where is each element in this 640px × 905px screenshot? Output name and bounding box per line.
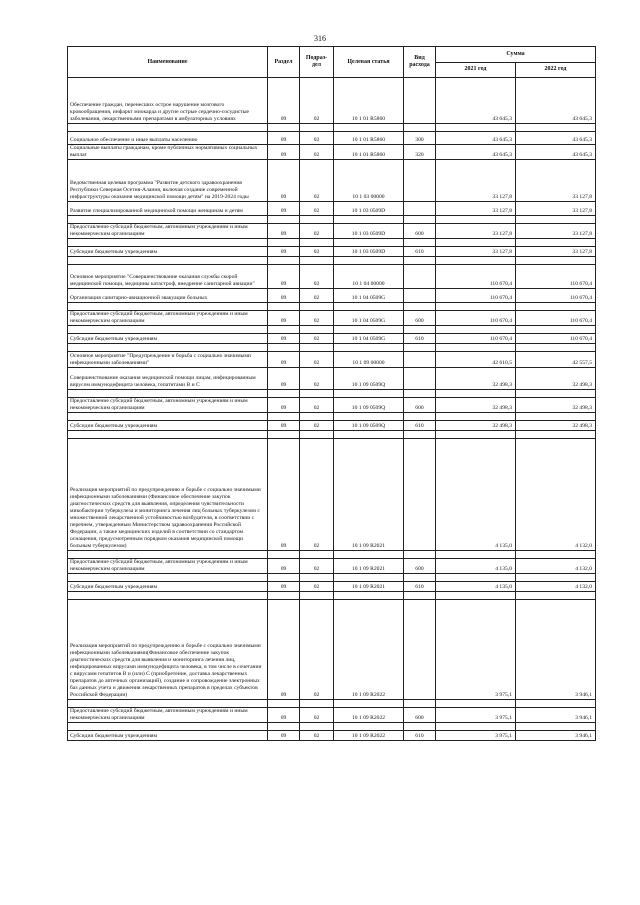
spacer-cell bbox=[404, 257, 436, 265]
spacer-cell bbox=[334, 723, 404, 731]
spacer-cell bbox=[404, 124, 436, 132]
spacer-cell bbox=[436, 124, 516, 132]
cell-section: 09 bbox=[268, 600, 300, 700]
cell-target: 10 1 03 0509D bbox=[334, 202, 404, 216]
spacer-row bbox=[68, 431, 596, 439]
cell-subsection: 02 bbox=[300, 334, 334, 344]
cell-section: 09 bbox=[268, 559, 300, 574]
spacer-cell bbox=[404, 326, 436, 334]
table-row bbox=[68, 439, 596, 551]
spacer-cell bbox=[300, 723, 334, 731]
spacer-cell bbox=[404, 344, 436, 352]
cell-name: Социальное обеспечение и иные выплаты населению bbox=[68, 132, 268, 145]
spacer-cell bbox=[516, 390, 596, 398]
spacer-cell bbox=[68, 700, 268, 708]
spacer-cell bbox=[436, 344, 516, 352]
cell-target: 10 1 09 R2022 bbox=[334, 600, 404, 700]
spacer-cell bbox=[436, 303, 516, 311]
cell-section: 09 bbox=[268, 247, 300, 257]
cell-2022: 32 498,3 bbox=[516, 398, 596, 413]
spacer-cell bbox=[300, 551, 334, 559]
cell-2021: 3 975,1 bbox=[436, 731, 516, 741]
spacer-cell bbox=[68, 216, 268, 224]
cell-2022: 42 557,5 bbox=[516, 352, 596, 368]
spacer-cell bbox=[404, 723, 436, 731]
cell-expense-type: 600 bbox=[404, 224, 436, 239]
spacer-cell bbox=[268, 344, 300, 352]
cell-name: Предоставление субсидий бюджетным, автономным учреждениям и иным некоммерческим организациям bbox=[68, 708, 268, 723]
spacer-cell bbox=[334, 413, 404, 421]
cell-2022: 110 670,4 bbox=[516, 334, 596, 344]
table-row bbox=[68, 78, 596, 124]
cell-subsection: 02 bbox=[300, 311, 334, 326]
table-row bbox=[68, 582, 596, 592]
spacer-cell bbox=[404, 303, 436, 311]
cell-2022: 43 645,3 bbox=[516, 78, 596, 124]
spacer-cell bbox=[268, 574, 300, 582]
cell-section: 09 bbox=[268, 398, 300, 413]
spacer-cell bbox=[300, 124, 334, 132]
spacer-cell bbox=[404, 551, 436, 559]
cell-subsection: 02 bbox=[300, 78, 334, 124]
cell-2021: 3 975,1 bbox=[436, 708, 516, 723]
spacer-cell bbox=[516, 723, 596, 731]
cell-subsection: 02 bbox=[300, 421, 334, 431]
spacer-cell bbox=[68, 723, 268, 731]
header-2021: 2021 год bbox=[436, 62, 516, 78]
cell-section: 09 bbox=[268, 708, 300, 723]
header-2022: 2022 год bbox=[516, 62, 596, 78]
cell-subsection: 02 bbox=[300, 265, 334, 289]
cell-target: 10 1 09 0509Q bbox=[334, 421, 404, 431]
cell-expense-type: 300 bbox=[404, 132, 436, 145]
spacer-cell bbox=[68, 326, 268, 334]
cell-subsection: 02 bbox=[300, 708, 334, 723]
cell-section: 09 bbox=[268, 160, 300, 202]
spacer-cell bbox=[516, 574, 596, 582]
cell-name: Субсидии бюджетным учреждениям bbox=[68, 247, 268, 257]
cell-name: Предоставление субсидий бюджетным, автономным учреждениям и иным некоммерческим организациям bbox=[68, 398, 268, 413]
cell-expense-type bbox=[404, 352, 436, 368]
cell-section: 09 bbox=[268, 334, 300, 344]
cell-name: Обеспечение граждан, перенесших острое нарушение мозгового кровообращения, инфаркт миокарда и другие острые сердечно-сосудистые заболевания, лекарственными препаратами в амбулаторных условиях bbox=[68, 78, 268, 124]
table-row bbox=[68, 265, 596, 289]
spacer-row bbox=[68, 700, 596, 708]
spacer-cell bbox=[516, 216, 596, 224]
cell-target: 10 1 03 00000 bbox=[334, 160, 404, 202]
cell-expense-type bbox=[404, 439, 436, 551]
cell-subsection: 02 bbox=[300, 224, 334, 239]
cell-expense-type: 610 bbox=[404, 247, 436, 257]
cell-2021: 32 498,3 bbox=[436, 398, 516, 413]
cell-name: Развитие специализированной медицинской помощи женщинам и детям bbox=[68, 202, 268, 216]
cell-subsection: 02 bbox=[300, 247, 334, 257]
spacer-cell bbox=[334, 124, 404, 132]
cell-target: 10 1 09 R2021 bbox=[334, 582, 404, 592]
header-expense-type: Вид расхода bbox=[404, 47, 436, 78]
cell-target: 10 1 04 0509G bbox=[334, 289, 404, 303]
spacer-cell bbox=[516, 592, 596, 600]
spacer-row bbox=[68, 574, 596, 582]
cell-target: 10 1 04 0509G bbox=[334, 334, 404, 344]
table-row bbox=[68, 224, 596, 239]
spacer-cell bbox=[516, 303, 596, 311]
spacer-cell bbox=[300, 239, 334, 247]
spacer-cell bbox=[516, 124, 596, 132]
spacer-cell bbox=[436, 574, 516, 582]
header-sum: Сумма bbox=[436, 47, 596, 63]
cell-expense-type: 610 bbox=[404, 731, 436, 741]
cell-name: Социальные выплаты гражданам, кроме публичных нормативных социальных выплат bbox=[68, 145, 268, 160]
cell-section: 09 bbox=[268, 368, 300, 390]
spacer-cell bbox=[300, 413, 334, 421]
cell-expense-type bbox=[404, 160, 436, 202]
cell-section: 09 bbox=[268, 731, 300, 741]
cell-2021: 110 670,4 bbox=[436, 334, 516, 344]
cell-section: 09 bbox=[268, 78, 300, 124]
cell-target: 10 1 09 R2022 bbox=[334, 731, 404, 741]
cell-2021: 3 975,1 bbox=[436, 600, 516, 700]
spacer-cell bbox=[268, 390, 300, 398]
cell-name: Ведомственная целевая программа "Развитие детского здравоохранения Республики Северная Осетия-Алания, включая создание современной инфраструктуры оказания медицинской помощи детям" на 2019-2024 годы bbox=[68, 160, 268, 202]
cell-2022: 4 132,0 bbox=[516, 439, 596, 551]
cell-name: Субсидии бюджетным учреждениям bbox=[68, 582, 268, 592]
spacer-cell bbox=[516, 239, 596, 247]
cell-subsection: 02 bbox=[300, 352, 334, 368]
cell-2022: 110 670,4 bbox=[516, 311, 596, 326]
cell-name: Реализация мероприятий по предупреждению и борьбе с социально значимыми инфекционными заболеваниями(Финансовое обеспечение закупок диагностических средств для выявления и мониторинга лечения лиц, инфицированных вирусами иммунодефицита человека, в том числе в сочетании с вирусами гепатитов B и (или) C (приобретение, доставка лекарственных препаратов до аптечных организаций), создание и сопровождение электронных баз данных учета и движения лекарственных препаратов в пределах субъектов Российской Федерации) bbox=[68, 600, 268, 700]
cell-expense-type bbox=[404, 600, 436, 700]
spacer-cell bbox=[334, 700, 404, 708]
cell-2021: 110 670,4 bbox=[436, 289, 516, 303]
cell-expense-type: 600 bbox=[404, 559, 436, 574]
cell-2021: 32 498,3 bbox=[436, 421, 516, 431]
cell-expense-type: 610 bbox=[404, 334, 436, 344]
spacer-cell bbox=[404, 700, 436, 708]
cell-2022: 32 498,3 bbox=[516, 368, 596, 390]
cell-target: 10 1 04 0509G bbox=[334, 311, 404, 326]
cell-2022: 32 498,3 bbox=[516, 421, 596, 431]
spacer-cell bbox=[334, 326, 404, 334]
table-row bbox=[68, 368, 596, 390]
spacer-cell bbox=[436, 239, 516, 247]
spacer-cell bbox=[516, 344, 596, 352]
spacer-row bbox=[68, 723, 596, 731]
cell-subsection: 02 bbox=[300, 582, 334, 592]
cell-expense-type bbox=[404, 289, 436, 303]
spacer-cell bbox=[268, 216, 300, 224]
table-row bbox=[68, 559, 596, 574]
spacer-cell bbox=[268, 124, 300, 132]
spacer-cell bbox=[334, 574, 404, 582]
cell-2021: 43 645,3 bbox=[436, 78, 516, 124]
spacer-cell bbox=[268, 551, 300, 559]
cell-target: 10 1 09 R2022 bbox=[334, 708, 404, 723]
spacer-cell bbox=[436, 551, 516, 559]
spacer-row bbox=[68, 216, 596, 224]
spacer-cell bbox=[334, 257, 404, 265]
cell-section: 09 bbox=[268, 289, 300, 303]
cell-section: 09 bbox=[268, 224, 300, 239]
cell-name: Субсидии бюджетным учреждениям bbox=[68, 421, 268, 431]
cell-2022: 33 127,8 bbox=[516, 247, 596, 257]
cell-expense-type: 320 bbox=[404, 145, 436, 160]
header-subsection: Подраз-дел bbox=[300, 47, 334, 78]
cell-target: 10 1 01 R5860 bbox=[334, 132, 404, 145]
cell-target: 10 1 09 R2021 bbox=[334, 439, 404, 551]
cell-name: Основное мероприятие "Совершенствование оказания службы скорой медицинской помощи, медицины катастроф, внедрение санитарной авиации" bbox=[68, 265, 268, 289]
page-number: 316 bbox=[314, 34, 326, 43]
cell-2021: 33 127,8 bbox=[436, 247, 516, 257]
budget-table bbox=[67, 46, 596, 741]
spacer-cell bbox=[334, 592, 404, 600]
cell-subsection: 02 bbox=[300, 289, 334, 303]
spacer-cell bbox=[516, 326, 596, 334]
spacer-cell bbox=[404, 574, 436, 582]
cell-subsection: 02 bbox=[300, 559, 334, 574]
table-row bbox=[68, 160, 596, 202]
header-target: Целевая статья bbox=[334, 47, 404, 78]
spacer-row bbox=[68, 124, 596, 132]
cell-section: 09 bbox=[268, 582, 300, 592]
table-row bbox=[68, 145, 596, 160]
spacer-cell bbox=[334, 431, 404, 439]
cell-expense-type bbox=[404, 202, 436, 216]
spacer-cell bbox=[516, 431, 596, 439]
spacer-cell bbox=[436, 326, 516, 334]
spacer-cell bbox=[436, 431, 516, 439]
cell-expense-type bbox=[404, 368, 436, 390]
spacer-cell bbox=[68, 574, 268, 582]
spacer-cell bbox=[300, 344, 334, 352]
cell-2021: 33 127,8 bbox=[436, 160, 516, 202]
cell-target: 10 1 01 R5860 bbox=[334, 145, 404, 160]
spacer-cell bbox=[300, 326, 334, 334]
cell-2022: 3 946,1 bbox=[516, 731, 596, 741]
cell-2021: 43 645,3 bbox=[436, 132, 516, 145]
spacer-cell bbox=[268, 303, 300, 311]
spacer-cell bbox=[268, 326, 300, 334]
cell-subsection: 02 bbox=[300, 368, 334, 390]
spacer-cell bbox=[268, 239, 300, 247]
cell-2021: 110 670,4 bbox=[436, 311, 516, 326]
cell-2022: 110 670,4 bbox=[516, 265, 596, 289]
table-row bbox=[68, 132, 596, 145]
spacer-cell bbox=[436, 390, 516, 398]
cell-subsection: 02 bbox=[300, 145, 334, 160]
spacer-cell bbox=[404, 431, 436, 439]
cell-target: 10 1 09 0509Q bbox=[334, 398, 404, 413]
cell-2022: 3 946,1 bbox=[516, 708, 596, 723]
spacer-cell bbox=[268, 257, 300, 265]
spacer-cell bbox=[436, 723, 516, 731]
cell-expense-type: 610 bbox=[404, 582, 436, 592]
cell-section: 09 bbox=[268, 311, 300, 326]
spacer-cell bbox=[68, 303, 268, 311]
spacer-cell bbox=[68, 592, 268, 600]
spacer-cell bbox=[334, 216, 404, 224]
cell-2022: 4 132,0 bbox=[516, 559, 596, 574]
cell-target: 10 1 03 0509D bbox=[334, 224, 404, 239]
spacer-cell bbox=[404, 239, 436, 247]
cell-2022: 43 645,3 bbox=[516, 145, 596, 160]
spacer-row bbox=[68, 413, 596, 421]
cell-name: Предоставление субсидий бюджетным, автономным учреждениям и иным некоммерческим организациям bbox=[68, 559, 268, 574]
cell-subsection: 02 bbox=[300, 132, 334, 145]
spacer-cell bbox=[268, 700, 300, 708]
cell-section: 09 bbox=[268, 352, 300, 368]
spacer-cell bbox=[334, 344, 404, 352]
cell-subsection: 02 bbox=[300, 600, 334, 700]
spacer-row bbox=[68, 239, 596, 247]
cell-section: 09 bbox=[268, 439, 300, 551]
cell-subsection: 02 bbox=[300, 439, 334, 551]
table-row bbox=[68, 708, 596, 723]
spacer-row bbox=[68, 326, 596, 334]
spacer-cell bbox=[68, 390, 268, 398]
spacer-cell bbox=[68, 344, 268, 352]
spacer-cell bbox=[300, 700, 334, 708]
header-section: Раздел bbox=[268, 47, 300, 78]
cell-2021: 33 127,8 bbox=[436, 224, 516, 239]
spacer-cell bbox=[436, 257, 516, 265]
table-row bbox=[68, 398, 596, 413]
spacer-cell bbox=[300, 592, 334, 600]
cell-name: Субсидии бюджетным учреждениям bbox=[68, 334, 268, 344]
cell-name: Субсидии бюджетным учреждениям bbox=[68, 731, 268, 741]
cell-2022: 4 132,0 bbox=[516, 582, 596, 592]
cell-2022: 110 670,4 bbox=[516, 289, 596, 303]
table-row bbox=[68, 421, 596, 431]
spacer-cell bbox=[68, 124, 268, 132]
cell-2021: 4 135,0 bbox=[436, 559, 516, 574]
spacer-cell bbox=[404, 592, 436, 600]
spacer-cell bbox=[68, 551, 268, 559]
table-body bbox=[68, 78, 596, 741]
cell-target: 10 1 09 00000 bbox=[334, 352, 404, 368]
spacer-row bbox=[68, 551, 596, 559]
spacer-cell bbox=[436, 700, 516, 708]
cell-name: Организация санитарно-авиационной эвакуации больных bbox=[68, 289, 268, 303]
cell-name: Совершенствование оказания медицинской помощи лицам, инфицированным вирусом иммунодефицита человека, гепатитами B и C bbox=[68, 368, 268, 390]
cell-name: Предоставление субсидий бюджетным, автономным учреждениям и иным некоммерческим организациям bbox=[68, 311, 268, 326]
cell-section: 09 bbox=[268, 265, 300, 289]
cell-name: Предоставление субсидий бюджетным, автономным учреждениям и иным некоммерческим организациям bbox=[68, 224, 268, 239]
spacer-cell bbox=[68, 431, 268, 439]
spacer-cell bbox=[516, 257, 596, 265]
spacer-cell bbox=[268, 431, 300, 439]
cell-2022: 3 946,1 bbox=[516, 600, 596, 700]
spacer-row bbox=[68, 257, 596, 265]
cell-2021: 4 135,0 bbox=[436, 582, 516, 592]
cell-target: 10 1 09 0509Q bbox=[334, 368, 404, 390]
spacer-cell bbox=[300, 303, 334, 311]
spacer-cell bbox=[436, 592, 516, 600]
cell-target: 10 1 04 00000 bbox=[334, 265, 404, 289]
cell-name: Реализация мероприятий по предупреждению и борьбе с социально значимыми инфекционными заболеваниями (Финансовое обеспечение закупок диагностических средств для выявления, определения чувствительности микобактерии туберкулеза и мониторинга лечения лиц больных туберкулезом с множественной лекарственной устойчивостью возбудителя, в соответствии с перечнем, утвержденным Министерством здравоохранения Российской Федерации, а также медицинских изделий в соответствии со стандартом оснащения, предусмотренным порядком оказания медицинской помощи больным туберкулезом) bbox=[68, 439, 268, 551]
cell-expense-type: 600 bbox=[404, 311, 436, 326]
spacer-cell bbox=[300, 390, 334, 398]
header-name: Наименование bbox=[68, 47, 268, 78]
cell-expense-type bbox=[404, 265, 436, 289]
cell-expense-type bbox=[404, 78, 436, 124]
cell-2021: 43 645,3 bbox=[436, 145, 516, 160]
spacer-cell bbox=[68, 413, 268, 421]
cell-section: 09 bbox=[268, 421, 300, 431]
spacer-cell bbox=[404, 390, 436, 398]
spacer-row bbox=[68, 390, 596, 398]
cell-2022: 33 127,8 bbox=[516, 202, 596, 216]
cell-expense-type: 600 bbox=[404, 708, 436, 723]
spacer-cell bbox=[404, 413, 436, 421]
cell-2021: 33 127,8 bbox=[436, 202, 516, 216]
spacer-cell bbox=[516, 700, 596, 708]
cell-2021: 4 135,0 bbox=[436, 439, 516, 551]
cell-target: 10 1 03 0509D bbox=[334, 247, 404, 257]
spacer-cell bbox=[334, 551, 404, 559]
cell-target: 10 1 01 R5860 bbox=[334, 78, 404, 124]
cell-2021: 110 670,4 bbox=[436, 265, 516, 289]
cell-expense-type: 600 bbox=[404, 398, 436, 413]
cell-subsection: 02 bbox=[300, 398, 334, 413]
spacer-cell bbox=[300, 216, 334, 224]
cell-subsection: 02 bbox=[300, 160, 334, 202]
spacer-cell bbox=[436, 216, 516, 224]
table-row bbox=[68, 731, 596, 741]
cell-section: 09 bbox=[268, 202, 300, 216]
spacer-cell bbox=[516, 551, 596, 559]
table-row bbox=[68, 600, 596, 700]
spacer-cell bbox=[404, 216, 436, 224]
table-row bbox=[68, 289, 596, 303]
cell-name: Основное мероприятие "Предупреждение и борьба с социально значимыми инфекционными заболеваниями" bbox=[68, 352, 268, 368]
spacer-cell bbox=[268, 723, 300, 731]
table-row bbox=[68, 202, 596, 216]
spacer-cell bbox=[334, 303, 404, 311]
cell-2022: 33 127,8 bbox=[516, 224, 596, 239]
cell-subsection: 02 bbox=[300, 202, 334, 216]
spacer-row bbox=[68, 344, 596, 352]
spacer-cell bbox=[68, 257, 268, 265]
spacer-cell bbox=[300, 431, 334, 439]
spacer-cell bbox=[516, 413, 596, 421]
spacer-cell bbox=[268, 413, 300, 421]
table-row bbox=[68, 334, 596, 344]
cell-section: 09 bbox=[268, 145, 300, 160]
cell-expense-type: 610 bbox=[404, 421, 436, 431]
spacer-cell bbox=[300, 257, 334, 265]
cell-section: 09 bbox=[268, 132, 300, 145]
spacer-cell bbox=[334, 239, 404, 247]
spacer-cell bbox=[68, 239, 268, 247]
cell-subsection: 02 bbox=[300, 731, 334, 741]
cell-2021: 32 498,3 bbox=[436, 368, 516, 390]
spacer-row bbox=[68, 303, 596, 311]
spacer-row bbox=[68, 592, 596, 600]
cell-2021: 42 610,5 bbox=[436, 352, 516, 368]
table-row bbox=[68, 311, 596, 326]
cell-target: 10 1 09 R2021 bbox=[334, 559, 404, 574]
spacer-cell bbox=[300, 574, 334, 582]
spacer-cell bbox=[334, 390, 404, 398]
table-row bbox=[68, 352, 596, 368]
table-row bbox=[68, 247, 596, 257]
spacer-cell bbox=[268, 592, 300, 600]
spacer-cell bbox=[436, 413, 516, 421]
cell-2022: 43 645,3 bbox=[516, 132, 596, 145]
cell-2022: 33 127,8 bbox=[516, 160, 596, 202]
